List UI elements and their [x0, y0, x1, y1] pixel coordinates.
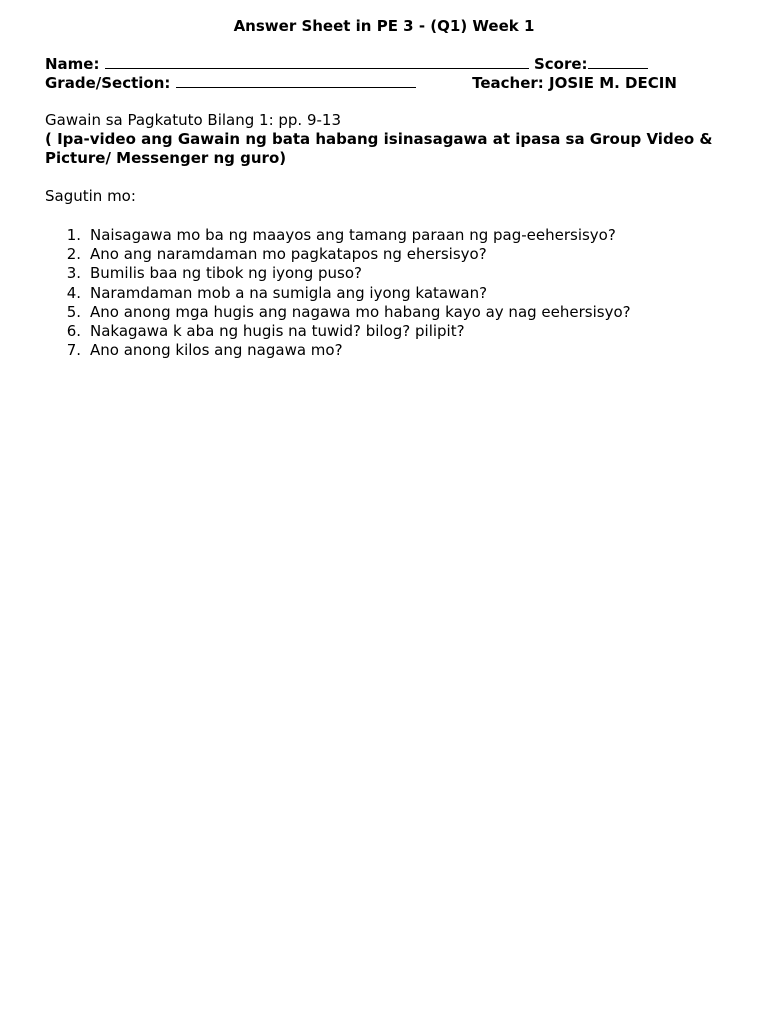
- question-text: Naramdaman mob a na sumigla ang iyong katawan?: [90, 283, 488, 302]
- grade-section-field[interactable]: [176, 75, 416, 88]
- answer-prompt: Sagutin mo:: [45, 187, 136, 205]
- question-text: Naisagawa mo ba ng maayos ang tamang paraan ng pag-eehersisyo?: [90, 226, 616, 244]
- question-number: 4.: [66, 283, 81, 302]
- question-number: 5.: [66, 302, 81, 321]
- question-text: Ano anong kilos ang nagawa mo?: [90, 341, 343, 360]
- teacher-name: JOSIE M. DECIN: [549, 74, 677, 92]
- score-label: Score:: [533, 55, 588, 73]
- grade-section-label: Grade/Section:: [45, 74, 171, 92]
- activity-instruction: ( Ipa-video ang Gawain ng bata habang isinasagawa at ipasa sa Group Video & Picture/ Messenger ng guro): [45, 130, 713, 167]
- question-text: Nakagawa k aba ng hugis na tuwid? bilog? pilipit?: [90, 321, 465, 340]
- grade-section-row: [45, 74, 677, 93]
- question-number: 3.: [66, 264, 81, 283]
- page-title: Answer Sheet in PE 3 - (Q1) Week 1: [233, 17, 535, 35]
- name-field[interactable]: [105, 56, 529, 69]
- activity-label: Gawain sa Pagkatuto Bilang 1: pp. 9-13: [45, 111, 342, 129]
- question-number: 7.: [66, 341, 81, 360]
- question-number: 1.: [66, 226, 81, 244]
- question-text: Ano ang naramdaman mo pagkatapos ng ehersisyo?: [90, 245, 487, 264]
- teacher-label: Teacher:: [472, 74, 544, 92]
- name-row: [45, 55, 648, 74]
- question-number: 6.: [66, 321, 81, 340]
- question-text: Bumilis baa ng tibok ng iyong puso?: [90, 264, 362, 283]
- score-field[interactable]: [588, 56, 648, 69]
- question-number: 2.: [66, 245, 81, 264]
- question-text: Ano anong mga hugis ang nagawa mo habang kayo ay nag eehersisyo?: [90, 302, 631, 321]
- name-label: Name:: [45, 55, 100, 73]
